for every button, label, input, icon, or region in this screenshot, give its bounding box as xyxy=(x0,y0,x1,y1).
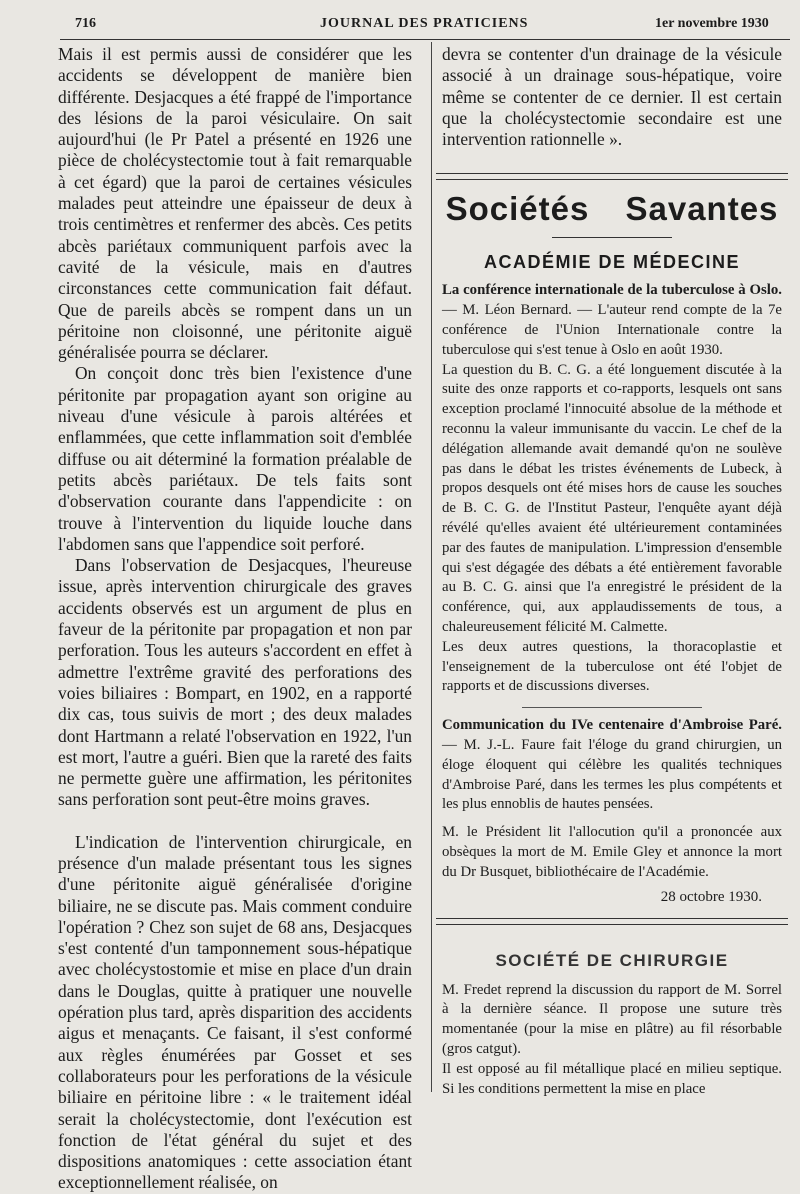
issue-date: 1er novembre 1930 xyxy=(655,16,769,31)
banner-rule xyxy=(552,237,672,238)
divider xyxy=(522,707,702,708)
item-text: — M. J.-L. Faure fait l'éloge du grand chirurgien, un éloge éloquent qui célèbre les qualités techniques d'Ambroise Paré, dans les termes les plus compétents et les plus ennoblis de hautes pensées. xyxy=(442,737,782,813)
page-number: 716 xyxy=(75,16,96,31)
column-divider xyxy=(431,42,432,1092)
right-column xyxy=(442,44,782,1099)
item-heading: Communication du IVe centenaire d'Ambroise Paré. xyxy=(442,717,782,734)
report-item xyxy=(442,281,782,360)
paragraph: Les deux autres questions, la thoracoplastie et l'enseignement de la tuberculose ont été l'objet de rapports et de discussions diverses. xyxy=(442,638,782,695)
header-rule xyxy=(60,39,790,40)
item-heading: La conférence internationale de la tuberculose à Oslo. xyxy=(442,282,782,299)
journal-title: JOURNAL DES PRATICIENS xyxy=(320,16,529,31)
paragraph: L'indication de l'intervention chirurgicale, en présence d'un malade présentant tous les signes d'une péritonite aiguë généralisée d'origine biliaire, ne se discute pas. Mais comment conduire l'opération ? Chez son sujet de 68 ans, Desjacques s'est contenté d'un tamponnement sous-hépatique avec cholécystostomie et mise en place d'un drain dans le Douglas, quitte à pratiquer une nouvelle opération plus tard, après disparition des accidents aigus et menaçants. Ce faisant, il s'est conformé aux règles énumérées par Gosset et ses collaborateurs pour les perforations de la vésicule biliaire en péritoine libre : « le traitement idéal serait la cholécystectomie, dont l'exécution est fonction de l'état général du sujet et des dispositions anatomiques : cette association étant exceptionnellement réalisée, on xyxy=(58,831,412,1193)
paragraph: Il est opposé au fil métallique placé en milieu septique. Si les conditions permettent la mise en place xyxy=(442,1060,782,1097)
paragraph: M. le Président lit l'allocution qu'il a prononcée aux obsèques la mort de M. Emile Gley et annonce la mort du Dr Busquet, bibliothécaire de l'Académie. xyxy=(442,824,782,880)
report-item xyxy=(442,716,782,815)
paragraph: On conçoit donc très bien l'existence d'une péritonite par propagation ayant son origine au niveau d'une vésicule à parois altérées et enflammées, que cette inflammation soit d'emblée diffuse ou ait déterminé la formation préalable de petits abcès pariétaux. De tels faits sont d'observation courante dans l'appendicite : on trouve à l'intervention du liquide louche dans l'abdomen sans que l'appendice soit perforé. xyxy=(58,363,412,554)
paragraph: M. Fredet reprend la discussion du rapport de M. Sorrel à la dernière séance. Il propose une suture très momentanée (pour la mise en plâtre) au fil résorbable (gros catgut). xyxy=(442,981,782,1057)
item-text: — M. Léon Bernard. — L'auteur rend compte de la 7e conférence de l'Union Internationale contre la tuberculose qui s'est tenue à Oslo en août 1930. xyxy=(442,302,782,358)
section-banner: Sociétés Savantes xyxy=(445,190,779,228)
section-title-academie: ACADÉMIE DE MÉDECINE xyxy=(483,252,741,273)
paragraph: devra se contenter d'un drainage de la vésicule associé à un drainage sous-hépatique, voire même se contenter de ce dernier. Il est certain que la cholécystectomie secondaire est une intervention rationnelle ». xyxy=(442,44,782,150)
session-date: 28 octobre 1930. xyxy=(660,888,762,905)
paragraph: La question du B. C. G. a été longuement discutée à la suite des onze rapports et co-rapports, lesquels ont sans exception proclamé l'innocuité absolue de la méthode et reconnu la valeur immunisante du vaccin. Le chef de la délégation allemande avait demandé qu'on ne soulève pas dans le débat les tristes événements de Lubeck, à propos desquels ont été mises hors de cause les souches de B. C. G. de l'Institut Pasteur, l'enquête ayant déjà révélé qu'elles avaient été ultérieurement contaminées par des fautes de manipulation. L'impression d'ensemble qui s'est dégagée des débats a été entièrement favorable au B. C. G. ainsi que l'a enregistré le président de la conférence, qui, aux applaudissements de tous, a chaleureusement félicité M. Calmette. xyxy=(442,361,782,636)
left-column xyxy=(58,44,412,1194)
paragraph: Mais il est permis aussi de considérer que les accidents se développent de manière bien différente. Desjacques a été frappé de l'importance des lésions de la paroi vésiculaire. On sait aujourd'hui (le Pr Patel a présenté en 1926 une pièce de cholécystectomie tout à fait remarquable à cet égard) que la paroi de certaines vésicules malades peut atteindre une épaisseur de deux à trois centimètres et renfermer des abcès. Ces petits abcès pariétaux communiquent parfois avec la cavité de la vésicule, mais en d'autres circonstances cette communication fait défaut. Que de pareils abcès se rompent dans un un péritoine non cloisonné, une péritonite aiguë généralisée pourra se déclarer. xyxy=(58,44,412,363)
section-rule xyxy=(436,173,788,180)
section-title-chirurgie: SOCIÉTÉ DE CHIRURGIE xyxy=(495,950,729,970)
section-rule xyxy=(436,918,788,925)
page-header xyxy=(0,0,800,40)
paragraph: Dans l'observation de Desjacques, l'heureuse issue, après intervention chirurgicale des graves accidents observés est un argument de plus en faveur de la péritonite par propagation et non par perforation. Tous les auteurs s'accordent en effet à admettre l'extrême gravité des perforations des voies biliaires : Bompart, en 1902, en a rapporté dix cas, tous suivis de mort ; des deux malades dont Hartmann a relaté l'observation en 1922, l'un est mort, l'autre a guéri. Bien que la rareté des faits ne permette guère une affirmation, les péritonites sans perforation sont peut-être moins graves. xyxy=(58,555,412,810)
